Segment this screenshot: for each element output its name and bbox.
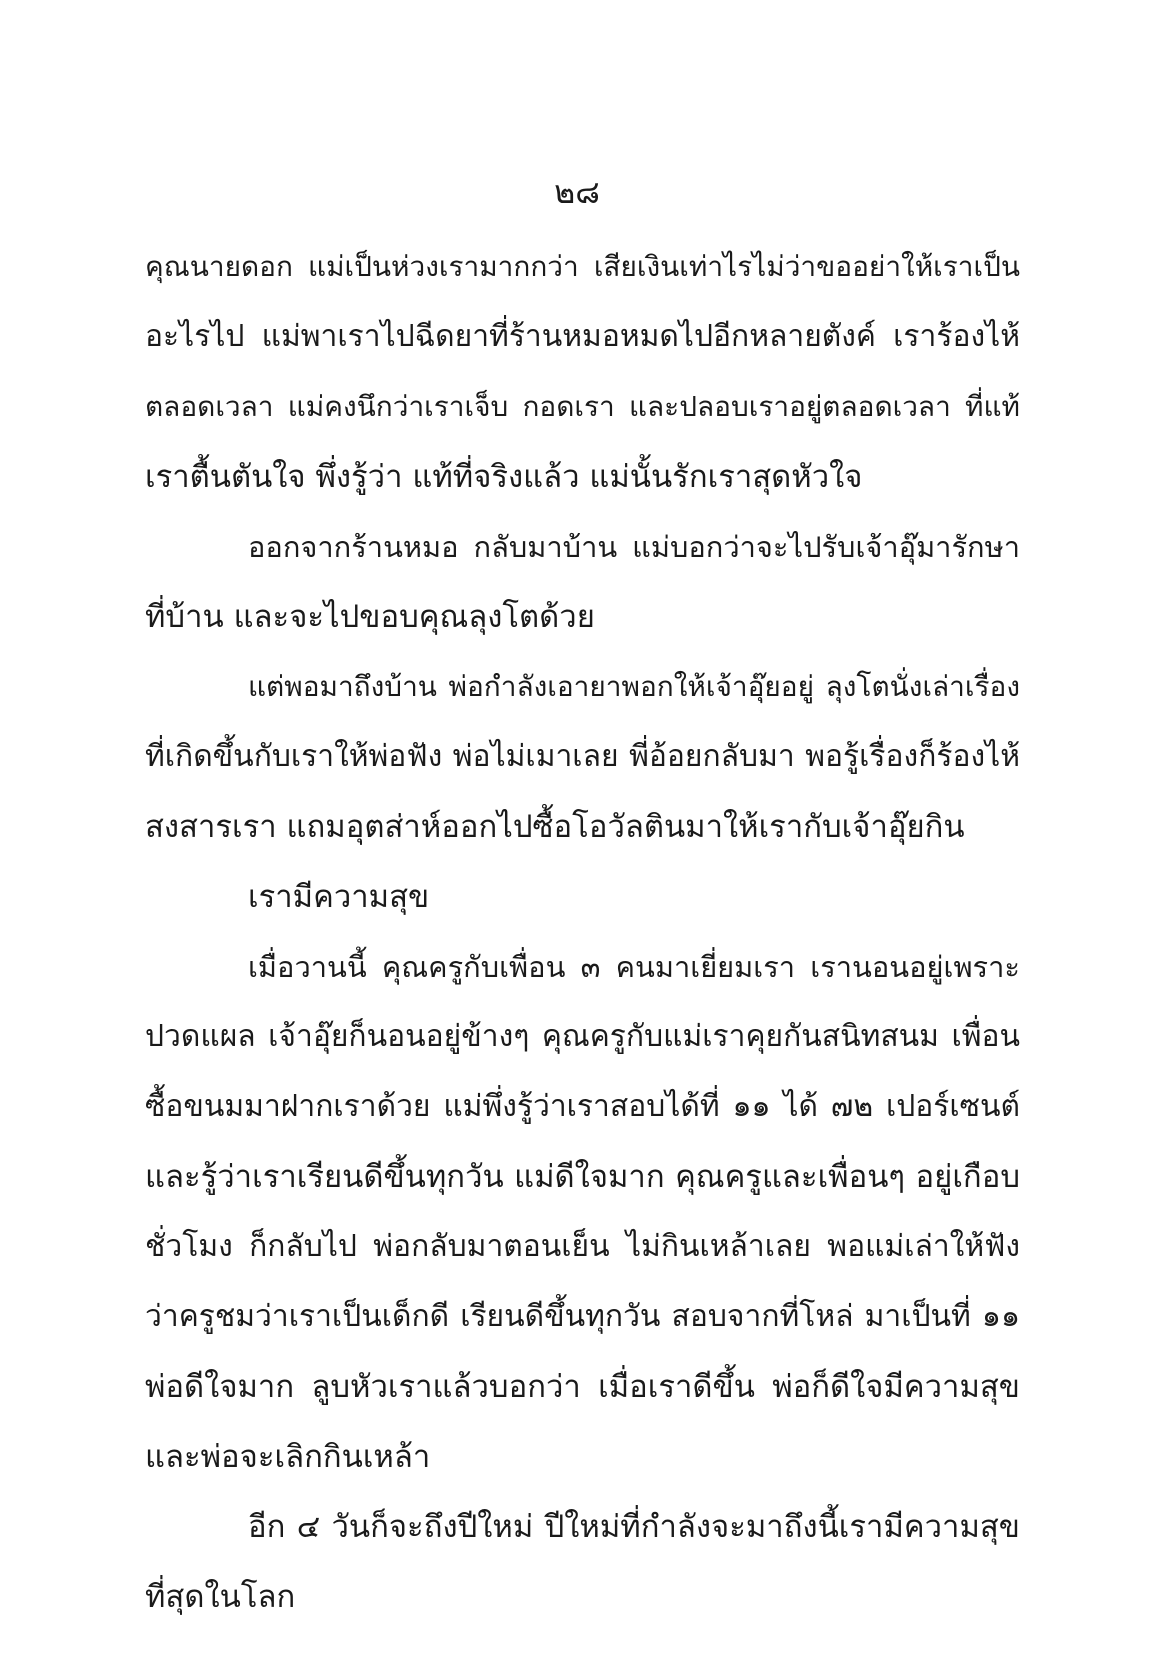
paragraph-first-line: เมื่อวานนี้ คุณครูกับเพื่อน ๓ คนมาเยี่ยมเรา เรานอนอยู่เพราะ: [248, 950, 1020, 984]
text-line: คุณนายดอก แม่เป็นห่วงเรามากกว่า เสียเงินเท่าไรไม่ว่าขออย่าให้เราเป็น: [145, 250, 1020, 283]
text-line: และพ่อจะเลิกกินเหล้า: [145, 1439, 431, 1475]
text-line: ตลอดเวลา แม่คงนึกว่าเราเจ็บ กอดเรา และปลอบเราอยู่ตลอดเวลา ที่แท้: [145, 390, 1020, 423]
paragraph-first-line: เรามีความสุข: [248, 879, 430, 915]
text-line: ที่สุดในโลก: [145, 1579, 296, 1615]
text-line: ที่บ้าน และจะไปขอบคุณลุงโตด้วย: [145, 599, 595, 635]
page-number: ๒๘: [554, 173, 600, 211]
text-line: ชั่วโมง ก็กลับไป พ่อกลับมาตอนเย็น ไม่กินเหล้าเลย พอแม่เล่าให้ฟัง: [145, 1229, 1020, 1264]
text-line: ปวดแผล เจ้าอุ๊ยก็นอนอยู่ข้างๆ คุณครูกับแม่เราคุยกันสนิทสนม เพื่อน: [145, 1019, 1020, 1054]
text-line: และรู้ว่าเราเรียนดีขึ้นทุกวัน แม่ดีใจมาก คุณครูและเพื่อนๆ อยู่เกือบ: [145, 1159, 1020, 1195]
text-line: เราตื้นตันใจ พึ่งรู้ว่า แท้ที่จริงแล้ว แม่นั้นรักเราสุดหัวใจ: [145, 459, 863, 495]
text-line: ว่าครูชมว่าเราเป็นเด็กดี เรียนดีขึ้นทุกวัน สอบจากที่โหล่ มาเป็นที่ ๑๑: [145, 1299, 1020, 1334]
text-line: ที่เกิดขึ้นกับเราให้พ่อฟัง พ่อไม่เมาเลย พี่อ้อยกลับมา พอรู้เรื่องก็ร้องไห้: [145, 739, 1020, 774]
text-line: อะไรไป แม่พาเราไปฉีดยาที่ร้านหมอหมดไปอีกหลายตังค์ เราร้องไห้: [145, 319, 1020, 354]
paragraph-first-line: อีก ๔ วันก็จะถึงปีใหม่ ปีใหม่ที่กำลังจะมาถึงนี้เรามีความสุข: [248, 1509, 1020, 1545]
text-line: สงสารเรา แถมอุตส่าห์ออกไปซื้อโอวัลตินมาให้เรากับเจ้าอุ๊ยกิน: [145, 809, 965, 845]
paragraph-first-line: ออกจากร้านหมอ กลับมาบ้าน แม่บอกว่าจะไปรับเจ้าอุ๊มารักษา: [248, 530, 1020, 564]
paragraph-first-line: แต่พอมาถึงบ้าน พ่อกำลังเอายาพอกให้เจ้าอุ๊ยอยู่ ลุงโตนั่งเล่าเรื่อง: [248, 670, 1020, 703]
text-line: พ่อดีใจมาก ลูบหัวเราแล้วบอกว่า เมื่อเราดีขึ้น พ่อก็ดีใจมีความสุข: [145, 1369, 1020, 1405]
text-line: ซื้อขนมมาฝากเราด้วย แม่พึ่งรู้ว่าเราสอบได้ที่ ๑๑ ได้ ๗๒ เปอร์เซนต์: [145, 1089, 1020, 1124]
body-text: [145, 232, 1020, 1632]
